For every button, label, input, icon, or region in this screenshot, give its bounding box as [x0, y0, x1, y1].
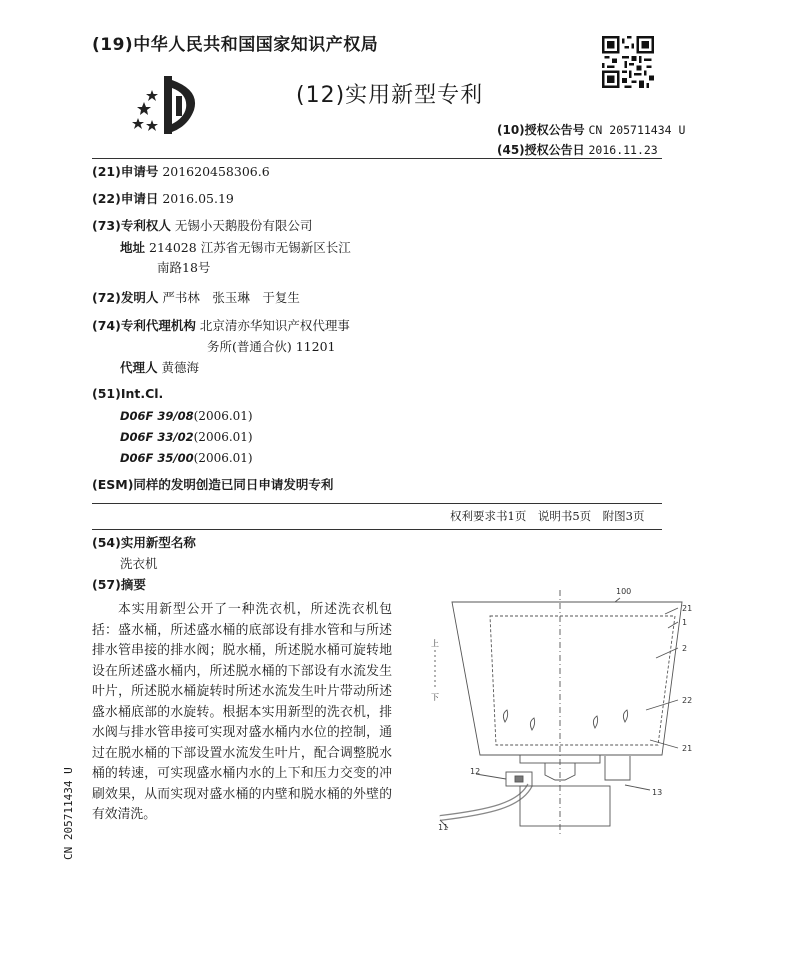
- issuing-office: (19)中华人民共和国国家知识产权局: [92, 35, 379, 55]
- biblio-divider: [92, 503, 662, 504]
- abstract-label: (57)摘要: [92, 577, 146, 592]
- page-count-divider: [92, 529, 662, 530]
- direction-down: 下: [431, 693, 439, 702]
- utility-model-title-label: (54)实用新型名称: [92, 535, 196, 550]
- esm-note: (ESM)同样的发明创造已同日申请发明专利: [92, 477, 334, 492]
- spin-basket-outline: [490, 616, 675, 745]
- application-number: (21)申请号 201620458306.6: [92, 164, 270, 179]
- ref-1: 1: [682, 618, 688, 627]
- patent-agency-line-2: 务所(普通合伙) 11201: [207, 339, 336, 354]
- ref-100: 100: [616, 587, 632, 596]
- pub-date-row: [497, 141, 658, 158]
- pub-number-label: (10)授权公告号: [497, 123, 585, 137]
- side-publication-code: CN 205711434 U: [62, 767, 75, 860]
- agent: 代理人 黄德海: [120, 360, 200, 375]
- ref-2: 2: [682, 644, 688, 653]
- header-divider: [92, 158, 662, 159]
- application-date: (22)申请日 2016.05.19: [92, 191, 234, 206]
- pub-number-value: CN 205711434 U: [588, 123, 686, 137]
- patent-agency: (74)专利代理机构 北京清亦华知识产权代理事: [92, 318, 350, 333]
- cnipa-emblem: [130, 70, 210, 140]
- ref-11: 11: [438, 823, 449, 832]
- page-counts: 权利要求书1页 说明书5页 附图3页: [450, 509, 645, 523]
- patent-type-title: (12)实用新型专利: [296, 83, 484, 108]
- abstract-text: 本实用新型公开了一种洗衣机，所述洗衣机包括：盛水桶，所述盛水桶的底部设有排水管和与所述排水管串接的排水阀；脱水桶，所述脱水桶可旋转地设在所述盛水桶内，所述脱水桶的下部设有水流发生叶片，所述脱水桶旋转时所述水流发生叶片带动所述盛水桶底部的水旋转。根据本实用新型的洗衣机，排水阀与排水管串接可实现对盛水桶内水位的控制，通过在脱水桶的下部设置水流发生叶片，配合调整脱水桶的转速，可实现盛水桶内水的上下和压力交变的冲刷效果，从而实现对盛水桶的内壁和脱水桶的外壁的有效清洗。: [92, 602, 392, 822]
- ipc-class-2: D06F 33/02(2006.01): [120, 430, 253, 444]
- address-line-2: 南路18号: [157, 260, 211, 275]
- ipc-class-3: D06F 35/00(2006.01): [120, 451, 253, 465]
- washing-machine-figure: [420, 580, 710, 840]
- ipc-class-1: D06F 39/08(2006.01): [120, 409, 253, 423]
- int-cl-label: (51)Int.Cl.: [92, 386, 164, 401]
- water-tub-outline: [452, 602, 682, 755]
- pub-number-row: [497, 121, 685, 138]
- patentee: (73)专利权人 无锡小天鹅股份有限公司: [92, 218, 313, 233]
- address: 地址 214028 江苏省无锡市无锡新区长江: [120, 240, 351, 255]
- inventors: (72)发明人 严书林 张玉琳 于复生: [92, 290, 300, 305]
- abstract-body: [92, 600, 392, 826]
- pub-date-value: 2016.11.23: [588, 143, 658, 157]
- ref-13: 13: [652, 788, 663, 797]
- ref-21-top: 21: [682, 604, 693, 613]
- ref-21-bottom: 21: [682, 744, 693, 753]
- qr-code: [602, 36, 654, 88]
- direction-up: 上: [431, 639, 439, 648]
- pub-date-label: (45)授权公告日: [497, 143, 585, 157]
- utility-model-title: 洗衣机: [120, 556, 158, 571]
- ref-12: 12: [470, 767, 481, 776]
- ref-22: 22: [682, 696, 693, 705]
